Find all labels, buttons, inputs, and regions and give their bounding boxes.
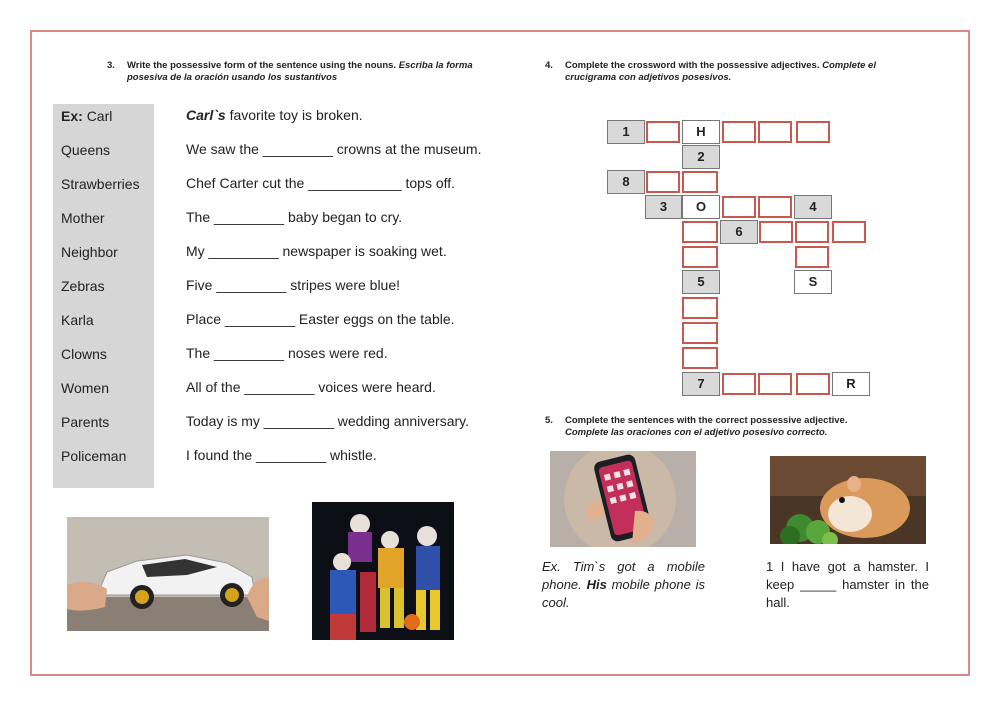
crossword-cell[interactable] — [646, 171, 680, 193]
noun-column — [53, 104, 154, 488]
sentence-item: Chef Carter cut the ____________ tops off. — [186, 175, 456, 191]
noun-item: Parents — [61, 414, 110, 430]
crossword-cell[interactable] — [682, 322, 718, 344]
noun-item: Women — [61, 380, 109, 396]
section3-number: 3. — [107, 60, 115, 71]
crossword-cell[interactable] — [795, 246, 829, 268]
sentence-item: Place _________ Easter eggs on the table. — [186, 311, 455, 327]
example-noun-text: Carl — [86, 108, 113, 124]
noun-item: Queens — [61, 142, 111, 158]
crossword-cell[interactable] — [682, 297, 718, 319]
noun-item: Mother — [61, 210, 105, 226]
noun-item: Zebras — [61, 278, 105, 294]
crossword-letter-o: O — [682, 195, 720, 219]
crossword-cell[interactable] — [646, 121, 680, 143]
crossword-cell[interactable] — [682, 347, 718, 369]
section3-instruction — [107, 60, 487, 84]
section5-number: 5. — [545, 415, 553, 426]
section4-instruction-es: Complete el crucigrama con adjetivos posesivos. — [565, 60, 876, 83]
noun-item: Karla — [61, 312, 94, 328]
section4-instruction — [545, 60, 925, 84]
example-noun — [61, 108, 112, 124]
clowns-photo — [312, 502, 454, 640]
sentence-item: All of the _________ voices were heard. — [186, 379, 436, 395]
example-bold: His — [586, 577, 607, 592]
noun-item: Strawberries — [61, 176, 140, 192]
example-text-a: Ex. Tim`s got a mobile phone. — [542, 559, 705, 592]
crossword-clue-8: 8 — [607, 170, 645, 194]
noun-item: Neighbor — [61, 244, 118, 260]
section5-example — [542, 558, 705, 612]
crossword-clue-7: 7 — [682, 372, 720, 396]
section5-instruction — [545, 415, 917, 439]
crossword-clue-4: 4 — [794, 195, 832, 219]
crossword-cell[interactable] — [796, 373, 830, 395]
crossword-cell[interactable] — [796, 121, 830, 143]
crossword-cell[interactable] — [682, 171, 718, 193]
crossword-letter-r: R — [832, 372, 870, 396]
crossword-clue-6: 6 — [720, 220, 758, 244]
crossword-clue-5: 5 — [682, 270, 720, 294]
sentence-item: My _________ newspaper is soaking wet. — [186, 243, 447, 259]
sentence-item: We saw the _________ crowns at the museum. — [186, 141, 482, 157]
sentence-item: The _________ noses were red. — [186, 345, 388, 361]
sentence-item: Five _________ stripes were blue! — [186, 277, 401, 293]
crossword-cell[interactable] — [722, 373, 756, 395]
sentence-item: Today is my _________ wedding anniversary. — [186, 413, 470, 429]
example-answer: Carl`s — [186, 107, 226, 123]
noun-item: Clowns — [61, 346, 107, 362]
example-text-b: mobile phone is cool. — [542, 577, 705, 610]
section5-instruction-es: Complete las oraciones con el adjetivo posesivo correcto. — [565, 427, 828, 438]
sentence-item: I found the _________ whistle. — [186, 447, 377, 463]
crossword-cell[interactable] — [832, 221, 866, 243]
noun-item: Policeman — [61, 448, 127, 464]
section4-instruction-en: Complete the crossword with the possessive adjectives. — [565, 60, 820, 71]
section3-instruction-en: Write the possessive form of the sentence using the nouns. — [127, 60, 397, 71]
crossword-clue-1: 1 — [607, 120, 645, 144]
crossword-letter-h: H — [682, 120, 720, 144]
crossword-cell[interactable] — [795, 221, 829, 243]
crossword-cell[interactable] — [722, 196, 756, 218]
example-sentence-rest: favorite toy is broken. — [229, 107, 363, 123]
crossword-letter-s: S — [794, 270, 832, 294]
sentence-item: The _________ baby began to cry. — [186, 209, 403, 225]
example-sentence — [186, 107, 363, 123]
section3-instruction-es: Escriba la forma posesiva de la oración usando los sustantivos — [127, 60, 473, 83]
crossword-cell[interactable] — [758, 373, 792, 395]
toy-car-photo — [67, 517, 269, 631]
section5-item-1: 1 I have got a hamster. I keep _____ hamster in the hall. — [766, 559, 929, 610]
section4-number: 4. — [545, 60, 553, 71]
example-label: Ex: — [61, 108, 83, 124]
crossword-cell[interactable] — [758, 196, 792, 218]
crossword-cell[interactable] — [682, 221, 718, 243]
hamster-photo — [770, 456, 926, 544]
crossword-clue-2: 2 — [682, 145, 720, 169]
crossword-clue-3: 3 — [645, 195, 682, 219]
crossword-cell[interactable] — [722, 121, 756, 143]
phone-photo — [550, 451, 696, 547]
crossword-cell[interactable] — [758, 121, 792, 143]
section5-instruction-en: Complete the sentences with the correct possessive adjective. — [565, 415, 848, 426]
crossword-cell[interactable] — [682, 246, 718, 268]
crossword-cell[interactable] — [759, 221, 793, 243]
